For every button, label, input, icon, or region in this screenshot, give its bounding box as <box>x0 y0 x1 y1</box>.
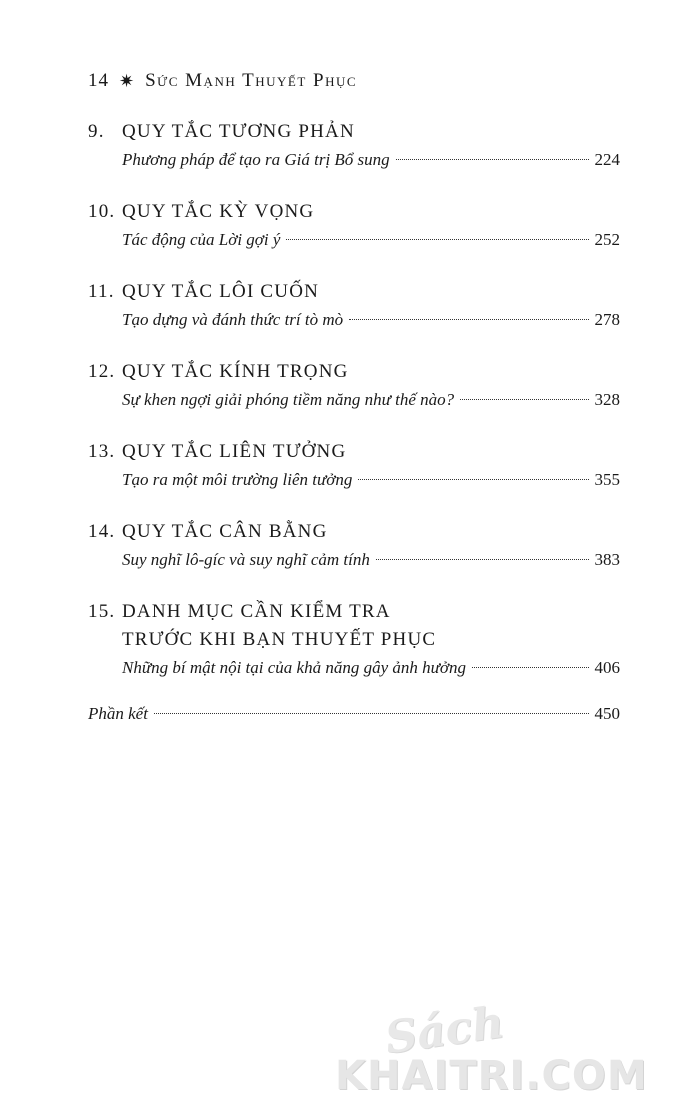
chapter-heading <box>88 198 620 226</box>
chapter-title-line: QUY TẮC KỲ VỌNG <box>122 201 315 222</box>
epilogue-label: Phần kết <box>88 704 148 723</box>
chapter-number: 9. <box>88 121 105 142</box>
chapter-number: 10. <box>88 201 116 222</box>
chapter-subtitle: Tạo ra một môi trường liên tưởng <box>122 470 353 489</box>
page-number: 383 <box>594 550 620 569</box>
chapter-title <box>122 358 349 386</box>
chapter-subtitle-line <box>122 386 620 414</box>
toc-entry[interactable] <box>88 358 620 414</box>
chapter-title-line: DANH MỤC CẦN KIỂM TRA <box>122 601 391 622</box>
page-number: 252 <box>594 230 620 249</box>
star-ornament-icon: ✷ <box>119 70 136 91</box>
dot-leader <box>349 319 588 320</box>
chapter-title-line: QUY TẮC LIÊN TƯỞNG <box>122 441 347 462</box>
chapter-heading <box>88 118 620 146</box>
dot-leader <box>154 713 589 714</box>
chapter-title <box>122 598 436 654</box>
toc-entry-epilogue[interactable] <box>88 700 620 728</box>
toc-entry[interactable] <box>88 518 620 574</box>
toc-entry[interactable] <box>88 278 620 334</box>
chapter-title <box>122 438 346 466</box>
chapter-number: 15. <box>88 601 116 622</box>
dot-leader <box>376 559 589 560</box>
toc-entry[interactable] <box>88 118 620 174</box>
chapter-heading <box>88 358 620 386</box>
chapter-subtitle-line <box>122 546 620 574</box>
page-number: 328 <box>594 390 620 409</box>
page-number: 14 <box>88 70 109 91</box>
chapter-number: 14. <box>88 521 116 542</box>
dot-leader <box>286 239 588 240</box>
chapter-heading <box>88 598 620 654</box>
chapter-subtitle: Tạo dựng và đánh thức trí tò mò <box>122 310 344 329</box>
epilogue-page-number: 450 <box>594 704 620 723</box>
dot-leader <box>460 399 588 400</box>
watermark-text: KHAITRI.COM <box>335 1053 648 1099</box>
running-header <box>88 70 357 92</box>
toc-entry[interactable] <box>88 438 620 494</box>
page-number: 406 <box>594 658 620 677</box>
chapter-number: 12. <box>88 361 116 382</box>
chapter-subtitle-line <box>122 306 620 334</box>
chapter-title <box>122 278 319 306</box>
watermark-logo <box>335 996 665 1105</box>
chapter-subtitle-line <box>122 654 620 682</box>
chapter-subtitle: Những bí mật nội tại của khả năng gây ảnh hưởng <box>122 658 466 677</box>
chapter-subtitle-line <box>122 466 620 494</box>
chapter-title-line: TRƯỚC KHI BẠN THUYẾT PHỤC <box>122 629 437 650</box>
chapter-subtitle: Phương pháp để tạo ra Giá trị Bổ sung <box>122 150 390 169</box>
toc-entry[interactable] <box>88 598 620 682</box>
chapter-subtitle: Suy nghĩ lô-gíc và suy nghĩ cảm tính <box>122 550 370 569</box>
dot-leader <box>358 479 588 480</box>
page-number: 224 <box>594 150 620 169</box>
chapter-title <box>122 518 328 546</box>
chapter-number: 11. <box>88 281 115 302</box>
chapter-subtitle: Sự khen ngợi giải phóng tiềm năng như thế nào? <box>122 390 455 409</box>
dot-leader <box>472 667 589 668</box>
chapter-subtitle-line <box>122 226 620 254</box>
chapter-number: 13. <box>88 441 116 462</box>
toc-entry[interactable] <box>88 198 620 254</box>
table-of-contents <box>88 118 620 728</box>
chapter-title <box>122 118 355 146</box>
chapter-title <box>122 198 314 226</box>
page-number: 355 <box>594 470 620 489</box>
dot-leader <box>396 159 589 160</box>
book-title: Sức Mạnh Thuyết Phục <box>145 70 358 91</box>
page-number: 278 <box>594 310 620 329</box>
chapter-title-line: QUY TẮC TƯƠNG PHẢN <box>122 121 355 142</box>
chapter-subtitle-line <box>122 146 620 174</box>
chapter-title-line: QUY TẮC CÂN BẰNG <box>122 521 328 542</box>
chapter-heading <box>88 438 620 466</box>
chapter-title-line: QUY TẮC KÍNH TRỌNG <box>122 361 349 382</box>
chapter-heading <box>88 518 620 546</box>
chapter-title-line: QUY TẮC LÔI CUỐN <box>122 281 320 302</box>
chapter-heading <box>88 278 620 306</box>
watermark-script: Sách <box>382 996 508 1065</box>
chapter-subtitle: Tác động của Lời gợi ý <box>122 230 281 249</box>
